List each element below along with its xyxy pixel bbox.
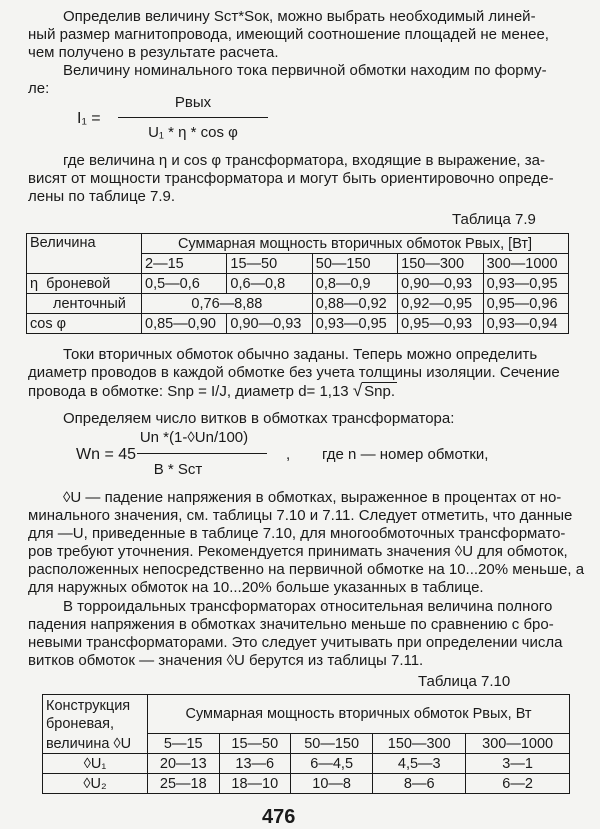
para1-line3: чем получено в результате расчета. xyxy=(28,44,279,61)
table-header-cell: Величина xyxy=(27,234,142,274)
para2-line2: ле: xyxy=(28,80,50,97)
table-cell: 0,95—0,96 xyxy=(483,294,568,314)
table-row xyxy=(27,294,569,314)
para6-line2: минального значения, см. таблицы 7.10 и 7.11. Следует отметить, что данные xyxy=(28,507,573,524)
para4-line1: Токи вторичных обмоток обычно заданы. Теперь можно определить xyxy=(63,346,538,363)
para6-line3: для —U, приведенные в таблице 7.10, для многообмоточных трансформато- xyxy=(28,525,566,542)
table-cell: 0,93—0,95 xyxy=(312,314,397,334)
table-row xyxy=(43,774,570,794)
table-row xyxy=(27,234,569,254)
table-cell: 20—13 xyxy=(148,754,220,774)
table-header-cell: 50—150 xyxy=(291,734,373,754)
para1-line1: Определив величину Sст*Sок, можно выбрать необходимый линей- xyxy=(63,8,536,25)
table-header-cell: 150—300 xyxy=(398,254,483,274)
table-row xyxy=(27,274,569,294)
para7-line3: невыми трансформаторами. Это следует учитывать при определении числа xyxy=(28,634,563,651)
para1-line2: ный размер магнитопровода, имеющий соотношение площадей не менее, xyxy=(28,26,549,43)
para6-line4: ров требуют уточнения. Рекомендуется принимать значения ◊U для обмоток, xyxy=(28,543,568,560)
table-7-9 xyxy=(26,233,569,334)
eta-symbol: η xyxy=(30,275,39,292)
table-cell: 0,92—0,95 xyxy=(398,294,483,314)
table-header-cell: 15—50 xyxy=(227,254,312,274)
table-header-cell: 150—300 xyxy=(373,734,466,754)
para7-line2: падения напряжения в обмотках значительно меньше по сравнению с бро- xyxy=(28,616,554,633)
header-line: Конструкция xyxy=(46,698,131,714)
table-cell: 25—18 xyxy=(148,774,220,794)
formula2-numerator: Un *(1-◊Un/100) xyxy=(139,429,249,446)
table-cell: 8—6 xyxy=(373,774,466,794)
table-header-cell: Суммарная мощность вторичных обмоток Pвых, [Вт] xyxy=(142,234,569,254)
table-cell: 0,8—0,9 xyxy=(312,274,397,294)
para6-line6: для наружных обмоток на 10...20% больше указанных в таблице. xyxy=(28,579,484,596)
table-cell: 0,5—0,6 xyxy=(142,274,227,294)
para6-line5: расположенных непосредственно на первичной обмотке на 10...20% меньше, а xyxy=(28,561,585,578)
table-header-cell: 50—150 xyxy=(312,254,397,274)
table-header-cell: Суммарная мощность вторичных обмоток Pвых, Вт xyxy=(148,695,570,734)
table-cell: 0,88—0,92 xyxy=(312,294,397,314)
table-cell: 0,93—0,95 xyxy=(483,274,568,294)
table-cell: 0,85—0,90 xyxy=(142,314,227,334)
formula2-lhs: Wn = 45 xyxy=(76,446,137,463)
table-header-cell: 300—1000 xyxy=(466,734,570,754)
table-cell: 0,93—0,94 xyxy=(483,314,568,334)
table-header-cell: 5—15 xyxy=(148,734,220,754)
formula1-denominator: U₁ * η * cos φ xyxy=(148,124,238,141)
para7-line4: витков обмоток — значения ◊U берутся из таблицы 7.11. xyxy=(28,652,424,669)
table-row xyxy=(43,695,570,734)
table-cell: 10—8 xyxy=(291,774,373,794)
formula2-denominator: B * Sст xyxy=(153,461,203,478)
sqrt-argument: Snp. xyxy=(364,383,396,400)
table-cell: 6—2 xyxy=(466,774,570,794)
para3-line2: висят от мощности трансформатора и могут быть ориентировочно опреде- xyxy=(28,170,554,187)
table-header-cell: 2—15 xyxy=(142,254,227,274)
formula2-note: где n — номер обмотки, xyxy=(322,446,489,463)
table710-header-line3: величина ◊U xyxy=(46,736,132,752)
formula1-numerator: Pвых xyxy=(174,94,212,111)
table-cell: ◊U₂ xyxy=(43,774,148,794)
para6-line1: ◊U — падение напряжения в обмотках, выраженное в процентах от но- xyxy=(63,489,562,506)
table-cell: 3—1 xyxy=(466,754,570,774)
para5-line1: Определяем число витков в обмотках трансформатора: xyxy=(63,410,455,427)
formula2-comma: , xyxy=(286,446,291,463)
table-cell: 4,5—3 xyxy=(373,754,466,774)
para4-line3-text: провода в обмотке: Snp = I/J, диаметр d= 1,13 xyxy=(28,383,349,400)
formula2-fraction-line xyxy=(137,453,267,454)
table-cell xyxy=(27,274,142,294)
para7-line1: В торроидальных трансформаторах относительная величина полного xyxy=(63,598,553,615)
table-cell: cos φ xyxy=(27,314,142,334)
table-cell: 6—4,5 xyxy=(291,754,373,774)
para2-line1: Величину номинального тока первичной обмотки находим по форму- xyxy=(63,62,547,79)
table-cell: 0,6—0,8 xyxy=(227,274,312,294)
table-header-cell: 15—50 xyxy=(219,734,291,754)
para4-line2: диаметр проводов в каждой обмотке без учета толщины изоляции. Сечение xyxy=(28,364,560,381)
table-cell: 0,95—0,93 xyxy=(398,314,483,334)
table-cell: 0,90—0,93 xyxy=(227,314,312,334)
table79-caption: Таблица 7.9 xyxy=(452,211,536,228)
table-cell: ◊U₁ xyxy=(43,754,148,774)
table-cell: 0,90—0,93 xyxy=(398,274,483,294)
page-number: 476 xyxy=(262,806,296,828)
table-row xyxy=(27,314,569,334)
table710-caption: Таблица 7.10 xyxy=(418,673,511,690)
table-cell: 0,76—8,88 xyxy=(142,294,313,314)
row-label: броневой xyxy=(46,275,111,292)
sqrt-symbol: √ Snp. xyxy=(352,381,396,400)
para4-line3 xyxy=(28,382,397,401)
table-cell: ленточный xyxy=(27,294,142,314)
table-cell: 13—6 xyxy=(219,754,291,774)
para3-line1: где величина η и cos φ трансформатора, входящие в выражение, за- xyxy=(63,152,545,169)
table-header-cell: 300—1000 xyxy=(483,254,568,274)
para3-line3: лены по таблице 7.9. xyxy=(28,188,176,205)
table-cell: 18—10 xyxy=(219,774,291,794)
formula1-lhs: I₁ = xyxy=(77,110,101,127)
table-row xyxy=(43,754,570,774)
header-line: броневая, xyxy=(46,716,114,732)
formula1-fraction-line xyxy=(118,117,268,118)
